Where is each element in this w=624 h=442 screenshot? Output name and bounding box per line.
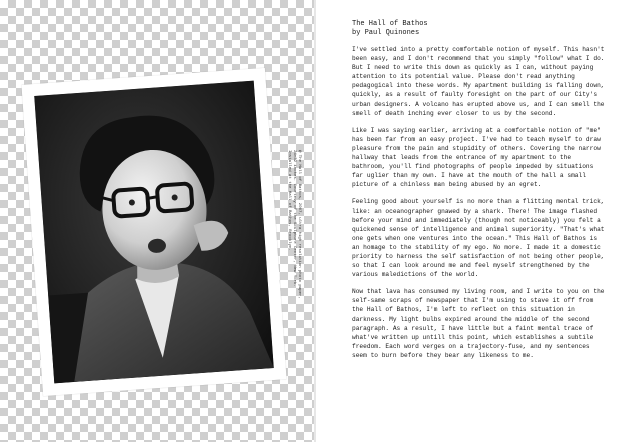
paragraph-1: I've settled into a pretty comfortable notion of myself. This hasn't been easy, and I don't recommend that you simply "follow" what I do. But I need to write this down as quickly as I can, without paying attention to its potential value. Please don't read anything pedagogical into these words. My apartment building is falling down, quickly, as a result of faulty foresight on the part of our City's urban designers. A volcano has erupted above us, and I can smell the smell of death inching ever closer to us by the second. — [352, 46, 605, 117]
paragraph-4: Now that lava has consumed my living room, and I write to you on the self-same scraps of newspaper that I'm using to stave it off from the Hall of Bathos, I'm left to reflect on this situation in darkness. My light bulbs expired around the middle of the second paragraph. As a result, I have little but a faint mental trace of what've written up untill this point, which establishes a subtile freedom. Each word verges on a trajectory-fuse, and my sentences seem to burn before they bear any likeness to me. — [352, 288, 605, 359]
right-page-text — [352, 20, 608, 430]
paragraph-3: Feeling good about yourself is no more than a flitting mental trick, like: an oceanographer gnawed by a shark. There! The image flashed before your mind and immediately (though not noticeably) you felt a quickened sense of intelligence and animal superiority. "That's what one gets when one ventures into the ocean." This Hall of Bathos is an homage to the stability of my ego. No more. I made it a domestic priority to harness the self satisfaction of not being other people, so that I can look around me and feel myself strengthened by the various maledictions of the world. — [352, 198, 605, 279]
article-byline: by Paul Quinones — [352, 29, 420, 37]
portrait-photo — [34, 81, 274, 384]
photo-caption: @ The Hall of Bathos, 2007, ultra high resolution photo paper, 24×32 inches. Courtesy of the Sculpture Center, New York. Installed at the Hall of Bathos, Brooklyn. — [287, 150, 301, 299]
article-title: The Hall of Bathos — [352, 20, 428, 28]
book-spine — [314, 0, 316, 442]
portrait-image — [34, 81, 274, 384]
photo-frame — [21, 68, 286, 396]
paragraph-2: Like I was saying earlier, arriving at a comfortable notion of "me" has been far from an easy project. I've had to teach myself to draw pleasure from the pain and stupidity of others. Covering the narrow hallway that leads from the entrance of my apartment to the bathroom, you'll find photographs of people impeded by situations far uglier than my own. I have at the mouth of the hall a small picture of a chinless man being abused by an egret. — [352, 126, 601, 189]
